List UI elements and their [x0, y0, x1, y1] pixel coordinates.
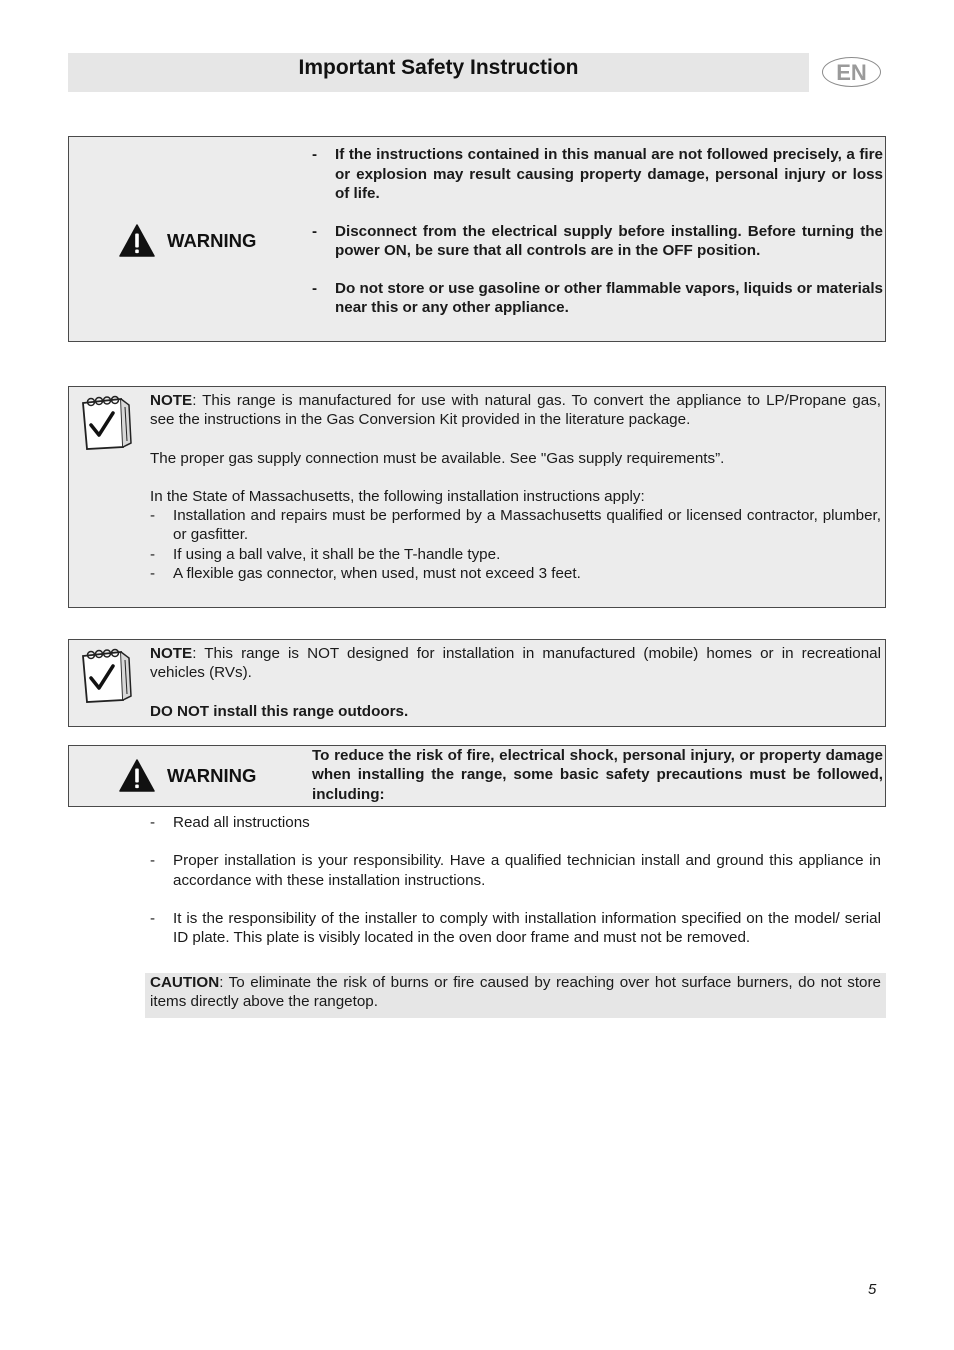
note-paragraph: In the State of Massachusetts, the following installation instructions apply:: [150, 487, 645, 505]
caution-prefix: CAUTION: [150, 974, 220, 991]
notepad-check-icon: [77, 646, 135, 704]
warning-label: WARNING: [167, 764, 257, 786]
notepad-check-icon: [77, 393, 135, 451]
list-item: [150, 564, 881, 583]
list-item-text: If the instructions contained in this manual are not followed precisely, a fire or explosion may result causing property damage, personal injury or loss of life.: [335, 146, 883, 202]
note-body: : This range is manufactured for use with natural gas. To convert the appliance to LP/Propane gas, see the instructions in the Gas Conversion Kit provided in the literature package.: [150, 392, 881, 429]
bullet-dash: -: [150, 909, 156, 927]
warning-label: WARNING: [167, 229, 257, 251]
bullet-dash: -: [150, 852, 156, 870]
warning-triangle-icon: [119, 224, 155, 257]
list-item: [150, 545, 881, 564]
list-item-text: Installation and repairs must be performed by a Massachusetts qualified or licensed contractor, plumber, or gasfitter.: [173, 507, 881, 544]
warning-heading: [119, 224, 256, 257]
list-item: [312, 145, 883, 204]
note-box-1: [68, 386, 886, 608]
list-item-text: Do not store or use gasoline or other flammable vapors, liquids or materials near this or any other appliance.: [335, 279, 883, 316]
precautions-list: [150, 813, 881, 966]
bullet-dash: -: [312, 146, 318, 163]
note-box-2: [68, 639, 886, 727]
warning-text: To reduce the risk of fire, electrical shock, personal injury, or property damage when installing the range, some basic safety precautions must be followed, including:: [312, 747, 883, 803]
caution-text: [150, 973, 881, 1012]
list-item-text: Proper installation is your responsibility. Have a qualified technician install and ground this appliance in accordance with these installation instructions.: [173, 852, 881, 889]
list-item: [312, 222, 883, 261]
list-item: [150, 506, 881, 545]
page-title: Important Safety Instruction: [298, 56, 579, 79]
bullet-dash: -: [312, 279, 318, 297]
warning-list: [312, 145, 883, 336]
note-prefix: NOTE: [150, 392, 193, 409]
list-item-text: Disconnect from the electrical supply before installing. Before turning the power ON, be sure that all controls are in the OFF position.: [335, 222, 883, 259]
warning-heading: [119, 759, 256, 792]
massachusetts-list: [150, 506, 881, 583]
bullet-dash: -: [150, 814, 156, 831]
bullet-dash: -: [150, 565, 156, 583]
page-number: 5: [868, 1281, 877, 1298]
note-paragraph: The proper gas supply connection must be available. See "Gas supply requirements”.: [150, 449, 725, 467]
note-paragraph: [150, 644, 881, 683]
note-emphasis: DO NOT install this range outdoors.: [150, 702, 409, 720]
note-prefix: NOTE: [150, 645, 193, 662]
bullet-dash: -: [150, 507, 156, 525]
note-text: [150, 391, 881, 583]
note-body: : This range is NOT designed for installation in manufactured (mobile) homes or in recreational vehicles (RVs).: [150, 645, 881, 682]
warning-box-2: [68, 745, 886, 807]
bullet-dash: -: [150, 545, 156, 563]
note-paragraph: [150, 391, 881, 430]
list-item-text: Read all instructions: [173, 814, 310, 831]
header-bar: [68, 53, 809, 92]
list-item-text: It is the responsibility of the installer to comply with installation information specified on the model/ serial ID plate. This plate is visibly located in the oven door frame and must not be removed.: [173, 909, 881, 947]
list-item: [150, 909, 881, 948]
warning-triangle-icon: [119, 759, 155, 792]
caution-body: : To eliminate the risk of burns or fire caused by reaching over hot surface burners, do not store items directly above the rangetop.: [150, 974, 881, 1011]
warning-box-1: [68, 136, 886, 342]
list-item: [150, 851, 881, 890]
caution-box: [145, 973, 886, 1018]
list-item-text: A flexible gas connector, when used, must not exceed 3 feet.: [173, 565, 581, 583]
note-text: [150, 644, 881, 721]
list-item: [312, 279, 883, 318]
list-item-text: If using a ball valve, it shall be the T-handle type.: [173, 545, 501, 563]
bullet-dash: -: [312, 222, 318, 240]
language-badge: EN: [822, 57, 881, 87]
list-item: [150, 813, 881, 832]
